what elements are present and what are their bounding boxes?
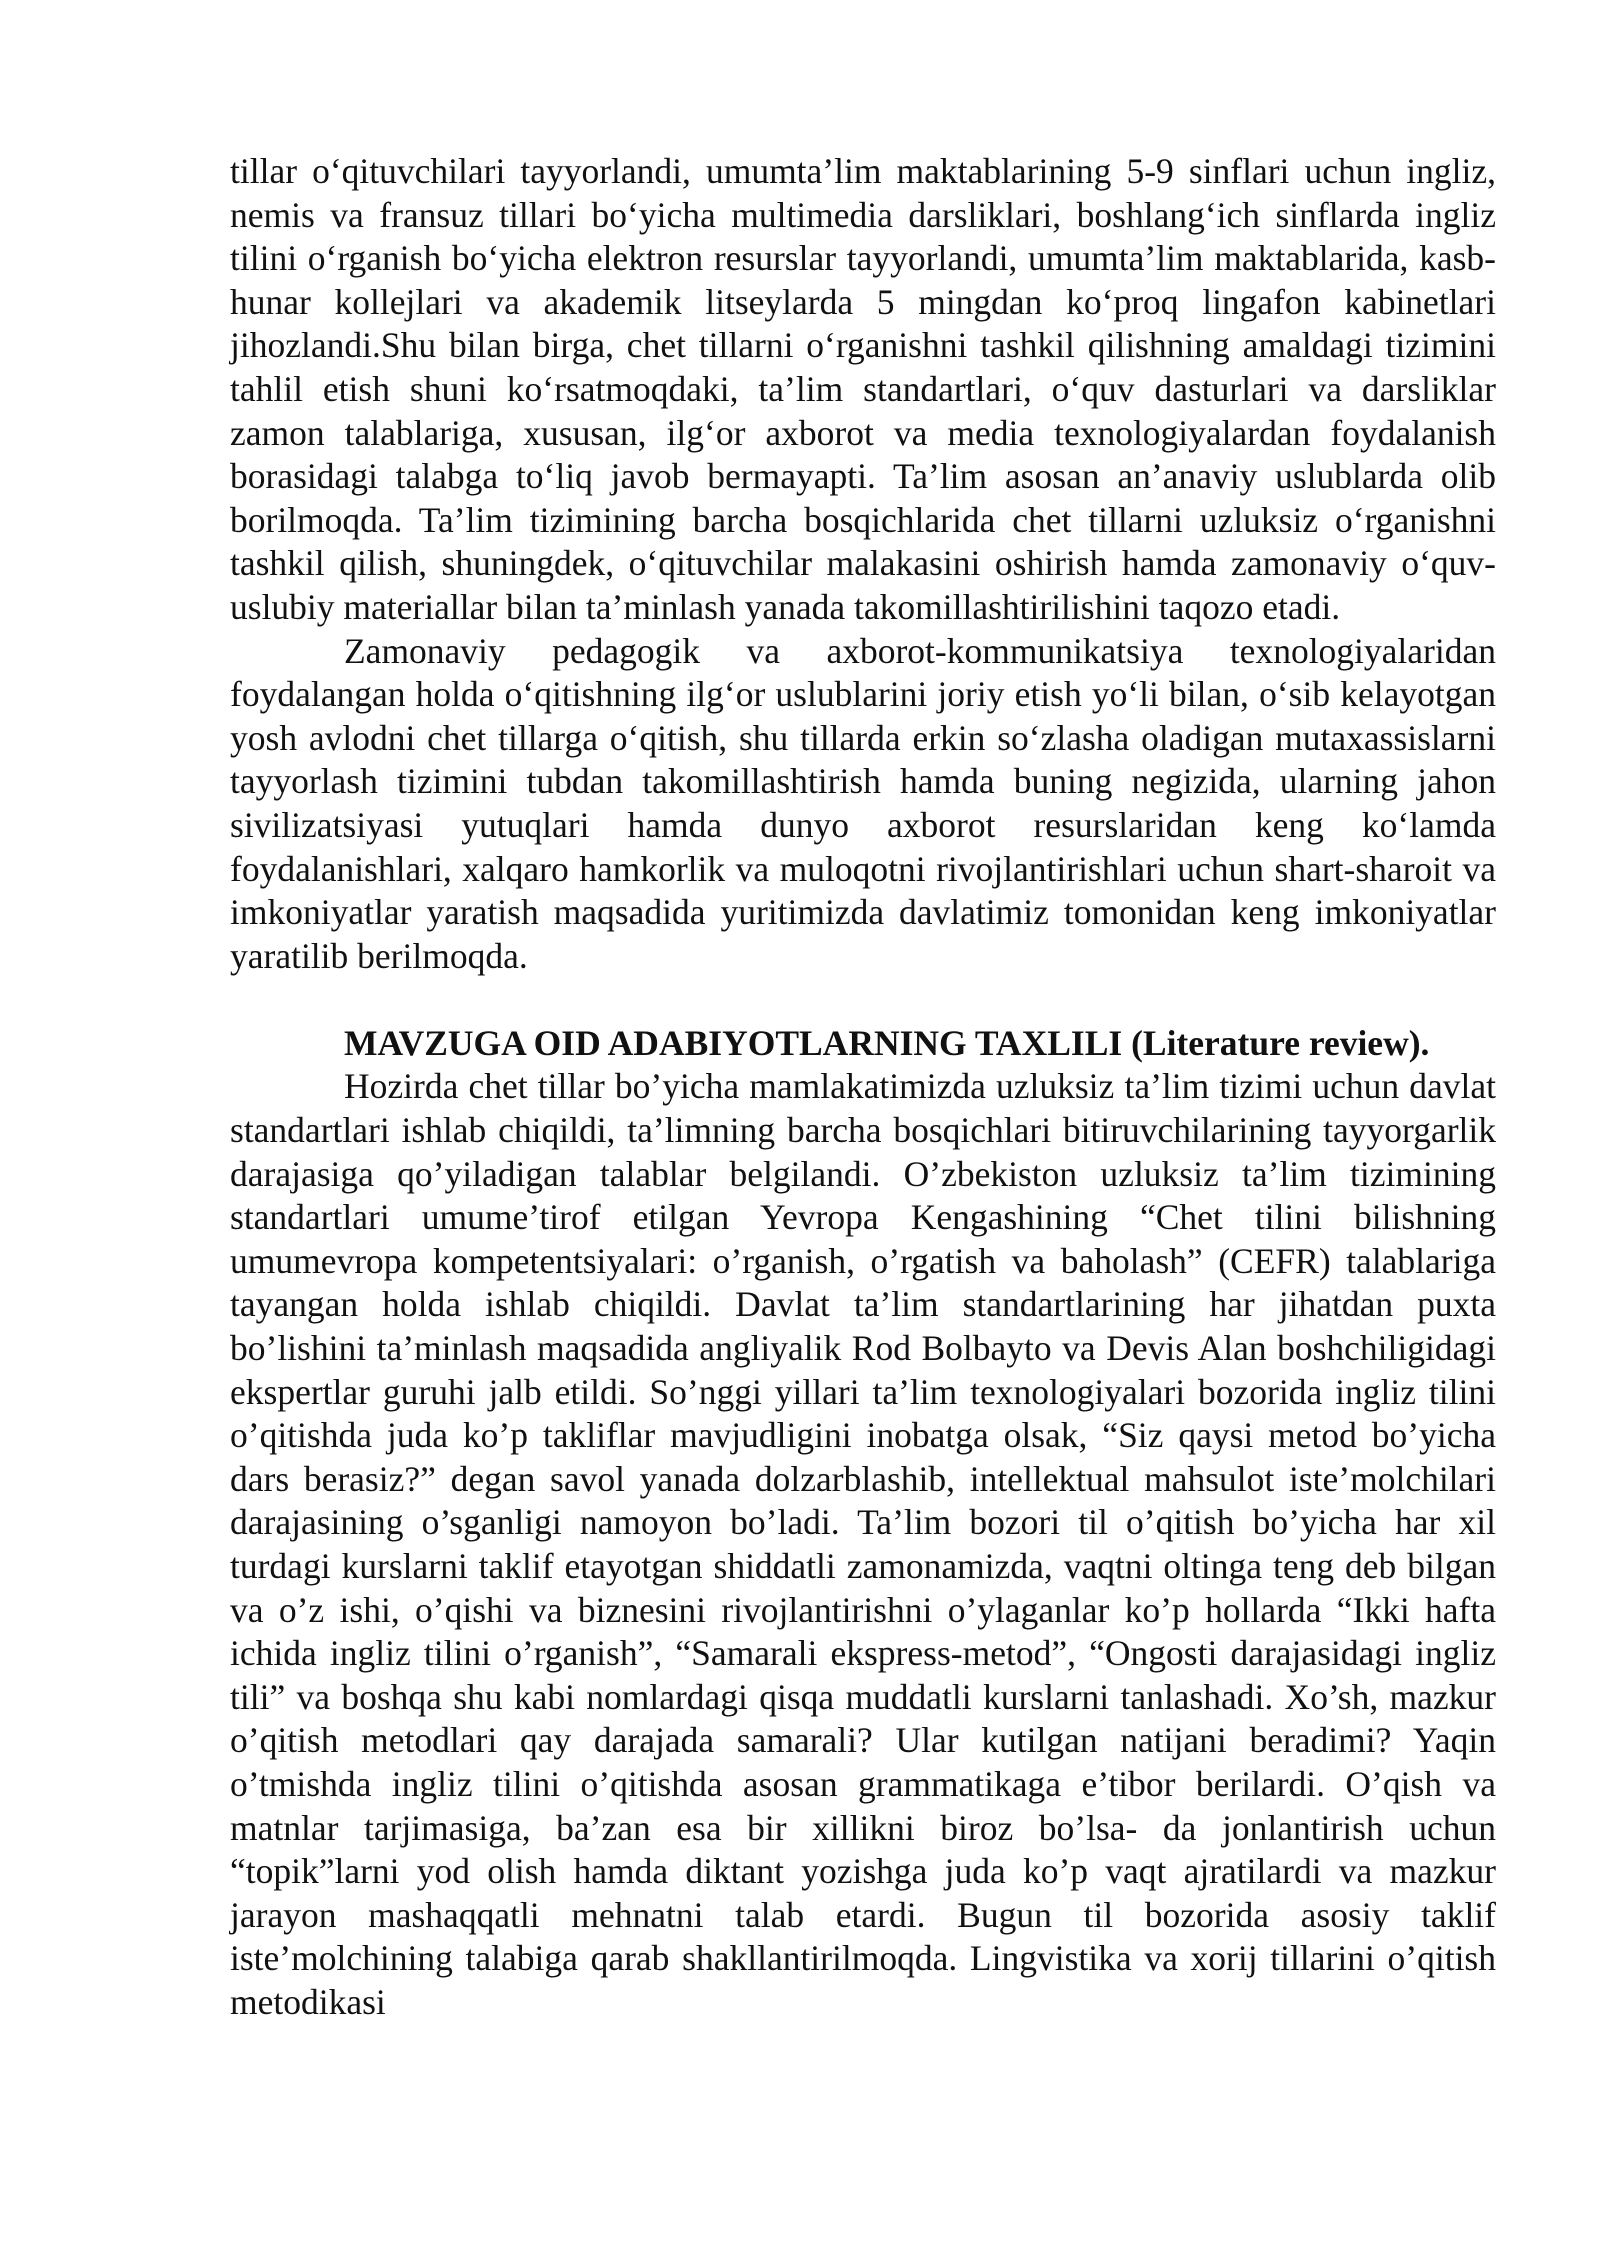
body-paragraph-3: Hozirda chet tillar bo’yicha mamlakatimizda uzluksiz ta’lim tizimi uchun davlat standartlari ishlab chiqildi, ta’limning barcha bosqichlari bitiruvchilarining tayyorgarlik darajasiga qo’yiladigan talablar belgilandi. O’zbekiston uzluksiz ta’lim tizimining standartlari umume’tirof etilgan Yevropa Kengashining “Chet tilini bilishning umumevropa kompetentsiyalari: o’rganish, o’rgatish va baholash” (CEFR) talablariga tayangan holda ishlab chiqildi. Davlat ta’lim standartlarining har jihatdan puxta bo’lishini ta’minlash maqsadida angliyalik Rod Bolbayto va Devis Alan boshchiligidagi ekspertlar guruhi jalb etildi. So’nggi yillari ta’lim texnologiyalari bozorida ingliz tilini o’qitishda juda ko’p takliflar mavjudligini inobatga olsak, “Siz qaysi metod bo’yicha dars berasiz?” degan savol yanada dolzarblashib, intellektual mahsulot iste’molchilari darajasining o’sganligi namoyon bo’ladi. Ta’lim bozori til o’qitish bo’yicha har xil turdagi kurslarni taklif etayotgan shiddatli zamonamizda, vaqtni oltinga teng deb bilgan va o’z ishi, o’qishi va biznesini rivojlantirishni o’ylaganlar ko’p hollarda “Ikki hafta ichida ingliz tilini o’rganish”, “Samarali ekspress-metod”, “Ongosti darajasidagi ingliz tili” va boshqa shu kabi nomlardagi qisqa muddatli kurslarni tanlashadi. Xo’sh, mazkur o’qitish metodlari qay darajada samarali? Ular kutilgan natijani beradimi? Yaqin o’tmishda ingliz tilini o’qitishda asosan grammatikaga e’tibor berilardi. O’qish va matnlar tarjimasiga, ba’zan esa bir xillikni biroz bo’lsa- da jonlantirish uchun “topik”larni yod olish hamda diktant yozishga juda ko’p vaqt ajratilardi va mazkur jarayon mashaqqatli mehnatni talab etardi. Bugun til bozorida asosiy taklif iste’molchining talabiga qarab shakllantirilmoqda. Lingvistika va xorij tillarini o’qitish metodikasi — [230, 1066, 1496, 2022]
document-page — [230, 150, 1496, 2025]
body-paragraph-1: tillar o‘qituvchilari tayyorlandi, umumta’lim maktablarining 5-9 sinflari uchun ingliz, nemis va fransuz tillari bo‘yicha multimedia darsliklari, boshlang‘ich sinflarda ingliz tilini o‘rganish bo‘yicha elektron resurslar tayyorlandi, umumta’lim maktablarida, kasb-hunar kollejlari va akademik litseylarda 5 mingdan ko‘proq lingafon kabinetlari jihozlandi.Shu bilan birga, chet tillarni o‘rganishni tashkil qilishning amaldagi tizimini tahlil etish shuni ko‘rsatmoqdaki, ta’lim standartlari, o‘quv dasturlari va darsliklar zamon talablariga, xususan, ilg‘or axborot va media texnologiyalardan foydalanish borasidagi talabga to‘liq javob bermayapti. Ta’lim asosan an’anaviy uslublarda olib borilmoqda. Ta’lim tizimining barcha bosqichlarida chet tillarni uzluksiz o‘rganishni tashkil qilish, shuningdek, o‘qituvchilar malakasini oshirish hamda zamonaviy o‘quv-uslubiy materiallar bilan ta’minlash yanada takomillashtirilishini taqozo etadi. — [230, 151, 1496, 627]
body-paragraph-2: Zamonaviy pedagogik va axborot-kommunikatsiya texnologiyalaridan foydalangan holda o‘qitishning ilg‘or uslublarini joriy etish yo‘li bilan, o‘sib kelayotgan yosh avlodni chet tillarga o‘qitish, shu tillarda erkin so‘zlasha oladigan mutaxassislarni tayyorlash tizimini tubdan takomillashtirish hamda buning negizida, ularning jahon sivilizatsiyasi yutuqlari hamda dunyo axborot resurslaridan keng ko‘lamda foydalanishlari, xalqaro hamkorlik va muloqotni rivojlantirishlari uchun shart-sharoit va imkoniyatlar yaratish maqsadida yuritimizda davlatimiz tomonidan keng imkoniyatlar yaratilib berilmoqda. — [230, 630, 1496, 976]
section-heading: MAVZUGA OID ADABIYOTLARNING TAXLILI (Literature review). — [344, 1022, 1430, 1063]
